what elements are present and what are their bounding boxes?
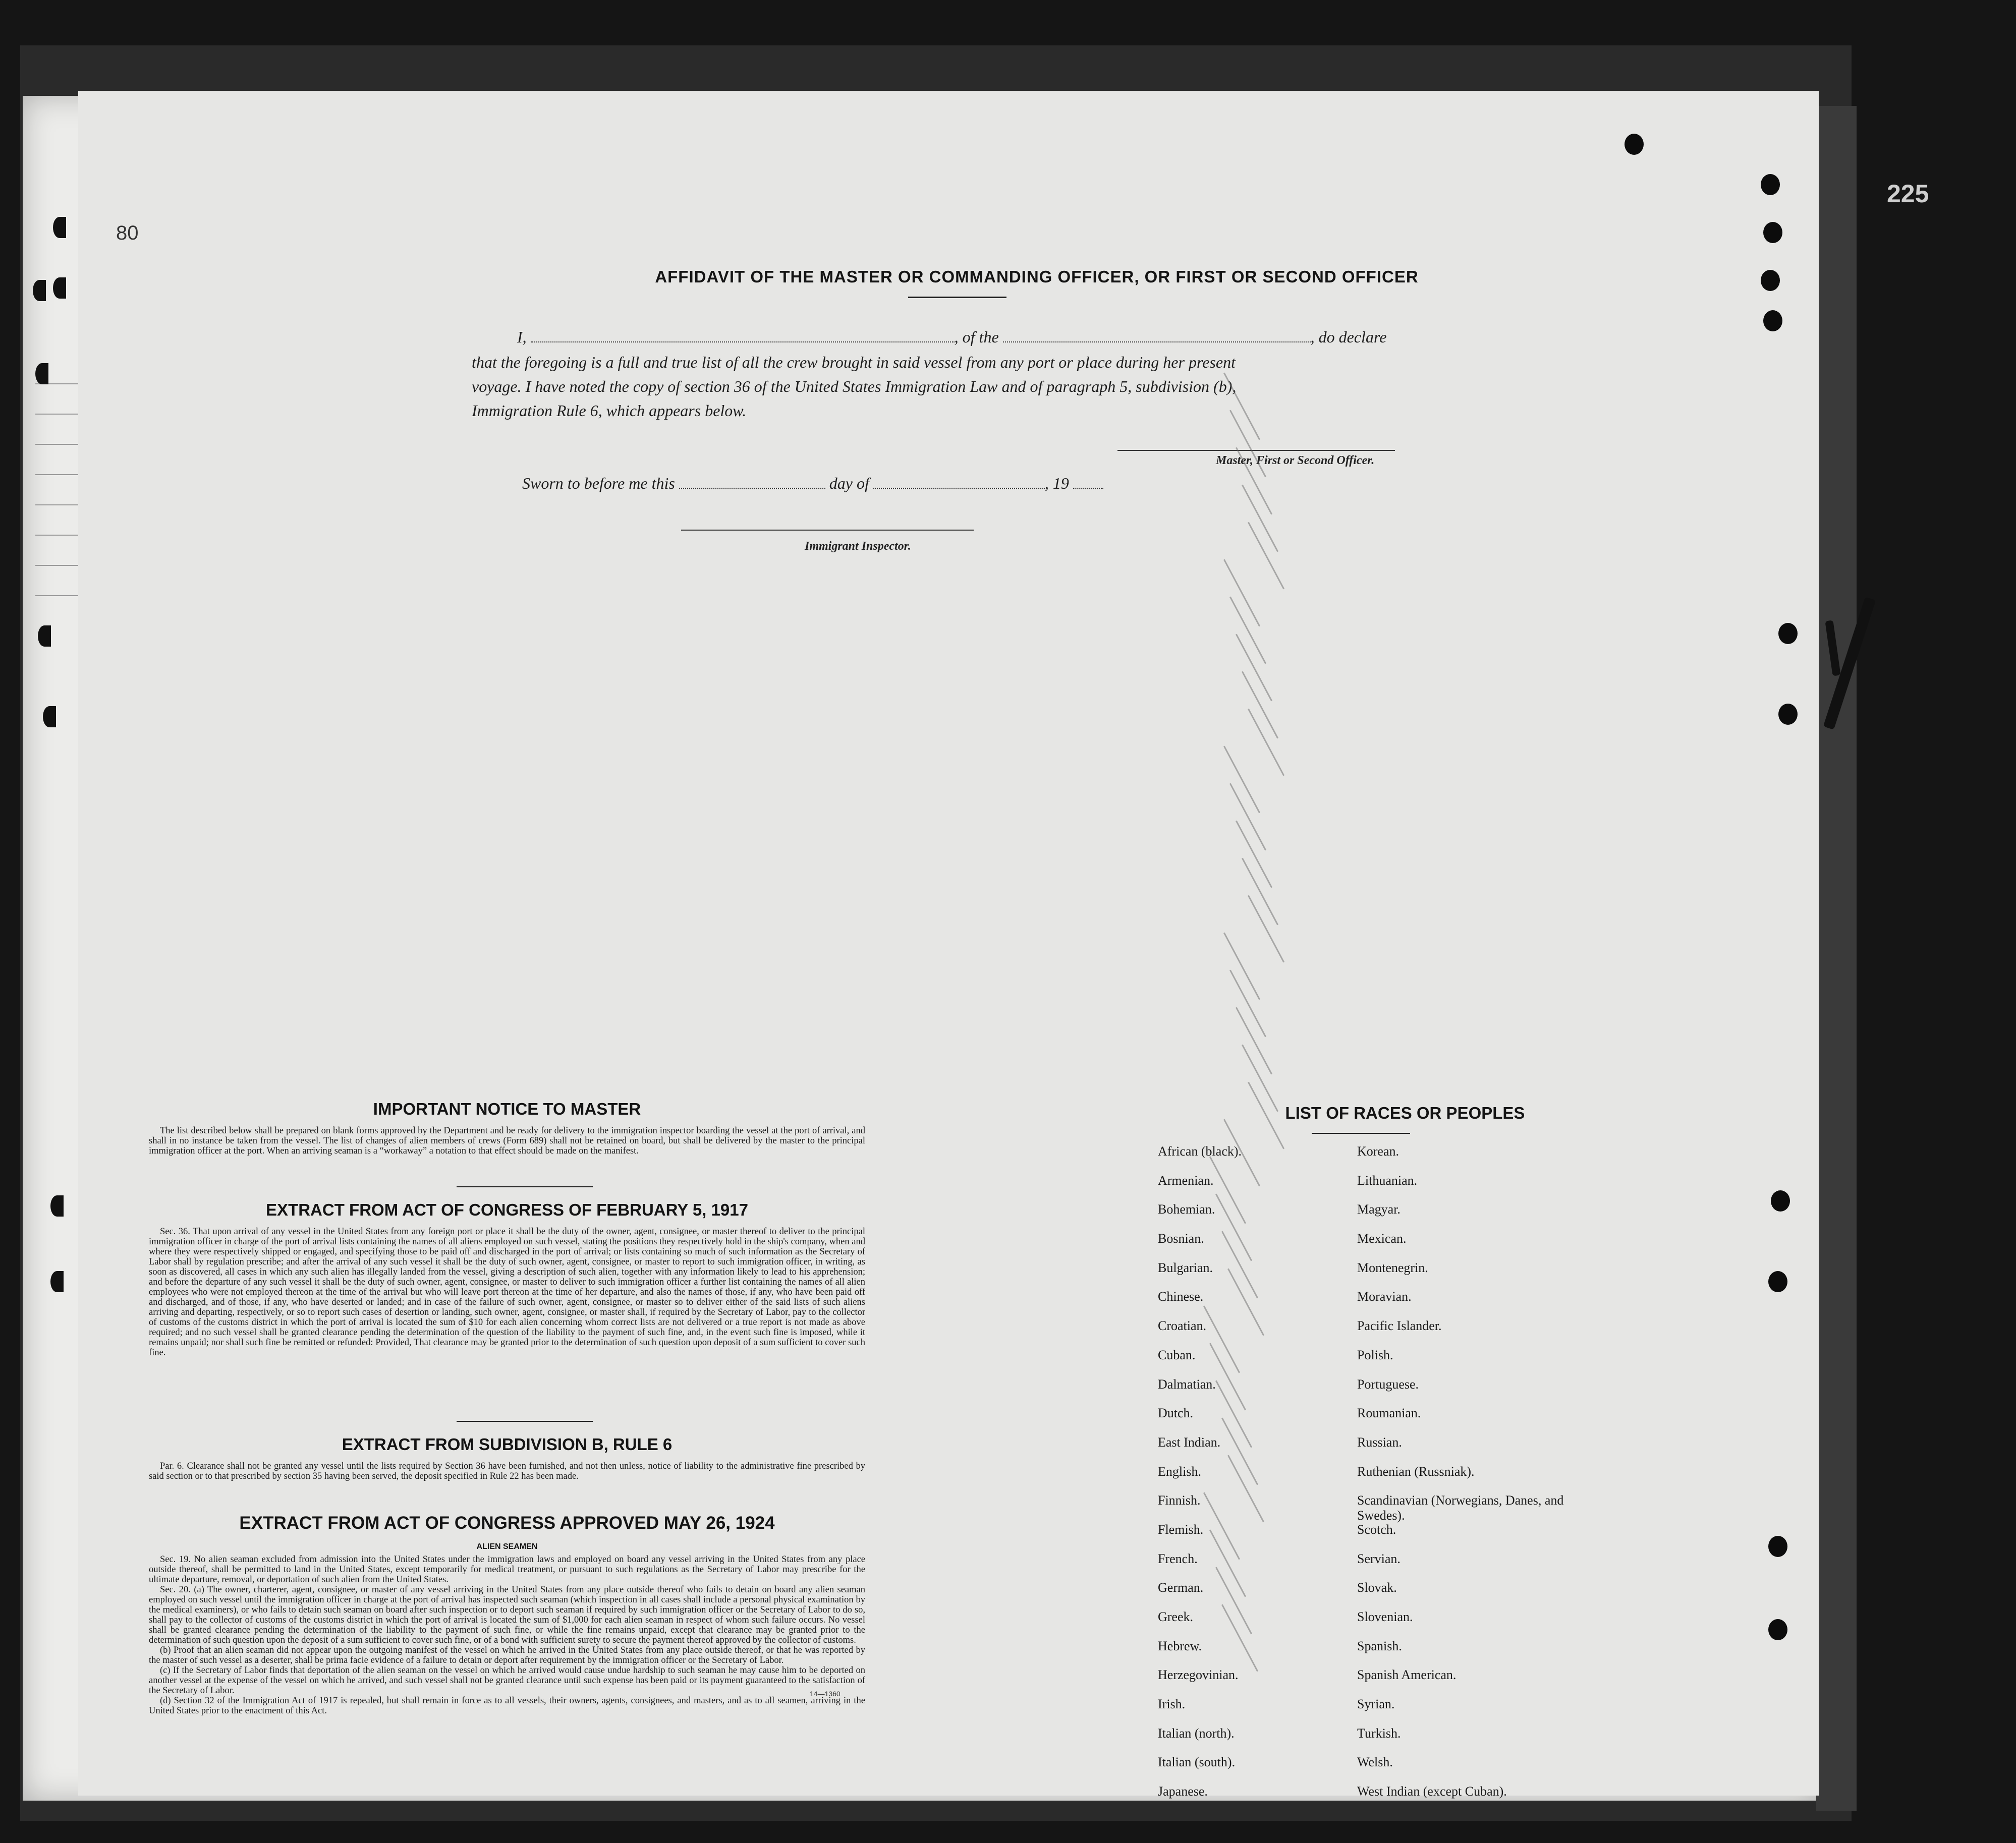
declaration-line-4: Immigration Rule 6, which appears below. (472, 401, 747, 420)
sworn-day-of: day of (829, 474, 869, 492)
race-item: Irish. (1158, 1697, 1186, 1712)
race-item: Lithuanian. (1357, 1173, 1418, 1188)
race-item: Herzegovinian. (1158, 1667, 1239, 1683)
section-19: Sec. 19. No alien seaman excluded from admission into the United States under the immigration laws and employed on board any vessel arriving in the United States from any place outside thereof, shall be permitted to land in the United States, except temporarily for medical treatment, or pursuant to such regulations as the Secretary of Labor may prescribe for the ultimate departure, removal, or deportation of such alien from the United States. (149, 1554, 865, 1585)
page-number: 225 (1887, 180, 1929, 208)
alien-seamen-subtitle: ALIEN SEAMEN (476, 1542, 538, 1551)
race-item: English. (1158, 1464, 1201, 1479)
section-20d: (d) Section 32 of the Immigration Act of 1917 is repealed, but shall remain in force as to all vessels, their owners, agents, consignees, and masters, and as to all seamen, arriving in the United States prior to the enactment of this Act. (149, 1696, 865, 1716)
section-20c: (c) If the Secretary of Labor finds that deportation of the alien seaman on the vessel on which he arrived would cause undue hardship to such seaman he may cause him to be deported on another vessel at the expense of the vessel on which he arrived, and such vessel shall not be granted clearance until such expense has been paid or its payment guaranteed to the satisfaction of the Secretary of Labor. (149, 1665, 865, 1696)
decl-i: I, (517, 328, 527, 346)
race-item: Polish. (1357, 1347, 1393, 1362)
races-divider (1312, 1133, 1410, 1134)
race-item: Bosnian. (1158, 1231, 1204, 1246)
extract-1924-heading: EXTRACT FROM ACT OF CONGRESS APPROVED MAY 26, 1924 (239, 1513, 775, 1533)
race-item: Dutch. (1158, 1406, 1194, 1421)
race-item: Magyar. (1357, 1202, 1401, 1217)
race-item: Dalmatian. (1158, 1376, 1216, 1392)
form-number: 14—1360 (810, 1690, 841, 1698)
pencil-stroke (1223, 746, 1260, 814)
race-item: Turkish. (1357, 1725, 1401, 1741)
pencil-stroke (1223, 559, 1260, 627)
inspector-signature-line (681, 530, 974, 531)
paragraph-6: Par. 6. Clearance shall not be granted any vessel until the lists required by Section 36 have been furnished, and not then unless, notice of liability to the administrative fine prescribed by said section or to that prescribed by section 35 having been served, the deposit specified in Rule 22 has been made. (149, 1461, 865, 1481)
notice-divider (457, 1186, 593, 1187)
race-item: Roumanian. (1357, 1406, 1421, 1421)
extract-1917-text (149, 1227, 865, 1358)
race-item: West Indian (except Cuban). (1357, 1784, 1507, 1799)
race-item: Hebrew. (1158, 1638, 1202, 1653)
page-edge (1816, 106, 1857, 1811)
notice-heading: IMPORTANT NOTICE TO MASTER (373, 1100, 641, 1118)
race-item: Portuguese. (1357, 1376, 1419, 1392)
race-item: Flemish. (1158, 1522, 1204, 1537)
sworn-line (522, 474, 1103, 493)
races-heading: LIST OF RACES OR PEOPLES (1285, 1104, 1525, 1122)
name-blank (531, 328, 955, 342)
race-item: Italian (south). (1158, 1755, 1236, 1770)
side-reference-mark: 80 (116, 222, 139, 244)
race-item: Servian. (1357, 1551, 1401, 1566)
notice-text (149, 1126, 865, 1156)
subdivision-heading: EXTRACT FROM SUBDIVISION B, RULE 6 (342, 1435, 673, 1454)
decl-of-the: , of the (954, 328, 999, 346)
sworn-text: Sworn to before me this (522, 474, 675, 492)
extract-1924-text (149, 1554, 865, 1716)
race-item: Russian. (1357, 1434, 1402, 1450)
race-item: Syrian. (1357, 1697, 1395, 1712)
race-item: Bohemian. (1158, 1202, 1215, 1217)
extract-1917-heading: EXTRACT FROM ACT OF CONGRESS OF FEBRUARY 5, 1917 (266, 1200, 748, 1219)
declaration-line-1 (517, 328, 1546, 347)
race-item: Spanish. (1357, 1638, 1402, 1653)
race-item: Mexican. (1357, 1231, 1407, 1246)
affidavit-title: AFFIDAVIT OF THE MASTER OR COMMANDING OFFICER, OR FIRST OR SECOND OFFICER (655, 267, 1419, 286)
subdivision-text (149, 1461, 865, 1481)
race-item: Cuban. (1158, 1347, 1196, 1362)
race-item: East Indian. (1158, 1434, 1221, 1450)
manifest-sheet (78, 91, 1819, 1799)
day-blank (679, 475, 825, 489)
race-item: Croatian. (1158, 1318, 1207, 1334)
section-20b: (b) Proof that an alien seaman did not appear upon the outgoing manifest of the vessel on which he arrived in the United States from any place outside thereof, or that he was reported by the master of such vessel as a deserter, shall be prima facie evidence of a failure to detain or deport after requirement by the immigration officer or the Secretary of Labor. (149, 1645, 865, 1665)
races-right-column (1357, 1144, 1569, 1813)
race-item: Spanish American. (1357, 1667, 1457, 1683)
master-signature-label: Master, First or Second Officer. (1216, 454, 1375, 467)
race-item: Bulgarian. (1158, 1260, 1213, 1275)
declaration-line-2: that the foregoing is a full and true list of all the crew brought in said vessel from any port or place during her present (472, 353, 1236, 371)
race-item: French. (1158, 1551, 1198, 1566)
race-item: Armenian. (1158, 1173, 1214, 1188)
extract-1917-divider (457, 1421, 593, 1422)
title-divider (908, 297, 1006, 298)
decl-do-declare: , do declare (1310, 328, 1387, 346)
race-item: Greek. (1158, 1609, 1194, 1624)
race-item: Chinese. (1158, 1289, 1204, 1304)
race-item: Montenegrin. (1357, 1260, 1428, 1275)
race-item: Korean. (1357, 1144, 1399, 1159)
race-item: Japanese. (1158, 1784, 1208, 1799)
race-item: Pacific Islander. (1357, 1318, 1442, 1334)
inspector-label: Immigrant Inspector. (805, 540, 911, 553)
section-20a: Sec. 20. (a) The owner, charterer, agent, consignee, or master of any vessel arriving in the United States from any place outside thereof who fails to detain on board any alien seaman employed on such vessel until the immigration officer in charge at the port of arrival has inspected such seaman (which inspection in all cases shall include a personal physical examination by the medical examiners), or who fails to detain such seaman on board after such inspection or to deport such seaman if required by such immigration officer or the Secretary of Labor to do so, shall pay to the collector of customs of the customs district in which the port of arrival is located the sum of $1,000 for each alien seaman in respect of whom such failure occurs. No vessel shall be granted clearance pending the determination of the liability to the payment of such fine, or while the fine remains unpaid, except that clearance may be granted prior to the determination of such question upon the deposit of a sum sufficient to cover such fine, or of a bond with sufficient surety to secure the payment thereof approved by the collector of customs. (149, 1585, 865, 1645)
race-item: Scotch. (1357, 1522, 1396, 1537)
notice-paragraph: The list described below shall be prepared on blank forms approved by the Department and be ready for delivery to the immigration inspector boarding the vessel at the port of arrival, and shall in no instance be taken from the vessel. The list of changes of alien members of crews (Form 689) shall not be retained on board, but shall be delivered by the master to the principal immigration officer at the port. When an arriving seaman is a “workaway” a notation to that effect should be made on the manifest. (149, 1126, 865, 1156)
race-item: Moravian. (1357, 1289, 1412, 1304)
race-item: Scandinavian (Norwegians, Danes, and Swedes). (1357, 1493, 1564, 1523)
month-blank (873, 475, 1045, 489)
master-signature-line (1117, 450, 1395, 451)
race-item: Welsh. (1357, 1755, 1393, 1770)
race-item: Slovak. (1357, 1580, 1397, 1595)
race-item: Slovenian. (1357, 1609, 1413, 1624)
race-item: African (black). (1158, 1144, 1242, 1159)
race-item: Italian (north). (1158, 1725, 1235, 1741)
year-blank (1073, 475, 1103, 489)
race-item: Finnish. (1158, 1493, 1201, 1508)
vessel-blank (1003, 328, 1311, 342)
sworn-year: , 19 (1044, 474, 1069, 492)
pencil-stroke (1223, 933, 1260, 1000)
pencil-stroke (1223, 373, 1260, 440)
declaration-line-3: voyage. I have noted the copy of section 36 of the United States Immigration Law and of paragraph 5, subdivision (b), (472, 377, 1237, 395)
race-item: Ruthenian (Russniak). (1357, 1464, 1475, 1479)
section-36-paragraph: Sec. 36. That upon arrival of any vessel in the United States from any foreign port or place it shall be the duty of the owner, agent, consignee, or master thereof to deliver to the principal immigration officer in charge of the port of arrival lists containing the names of all aliens employed on such vessel, stating the positions they respectively hold in the ship's company, when and where they were respectively shipped or engaged, and specifying those to be paid off and discharged in the port of arrival; or lists containing so much of such information as the Secretary of Labor shall by regulation prescribe; and after the arrival of any such vessel it shall be the duty of such owner, agent, consignee, or master to report to such immigration officer, in writing, as soon as discovered, all cases in which any such alien has illegally landed from the vessel, giving a description of such alien, together with any information likely to lead to his apprehension; and before the departure of any such vessel it shall be the duty of such owner, agent, consignee, or master to deliver to such immigration officer a further list containing the names of all alien employees who were not employed thereon at the time of the arrival but who will leave port thereon at the time of her departure, and also the names of those, if any, who have been paid off and discharged, and of those, if any, who have deserted or landed; and in case of the failure of such owner, agent, consignee, or master so to deliver either of the said lists of such aliens arriving and departing, respectively, or so to report such cases of desertion or landing, such owner, agent, consignee, or master shall, if required by the Secretary of Labor, pay to the collector of customs of the customs district in which the port of arrival is located the sum of $10 for each alien concerning whom correct lists are not delivered or a true report is not made as above required; and no such vessel shall be granted clearance pending the determination of the question of the liability to the payment of such fine, and, in the event such fine is imposed, while it remains unpaid; nor shall such fine be remitted or refunded: Provided, That clearance may be granted prior to the determination of such question upon deposit of a sum sufficient to cover such fine. (149, 1227, 865, 1358)
races-left-column (1158, 1144, 1370, 1813)
race-item: German. (1158, 1580, 1204, 1595)
